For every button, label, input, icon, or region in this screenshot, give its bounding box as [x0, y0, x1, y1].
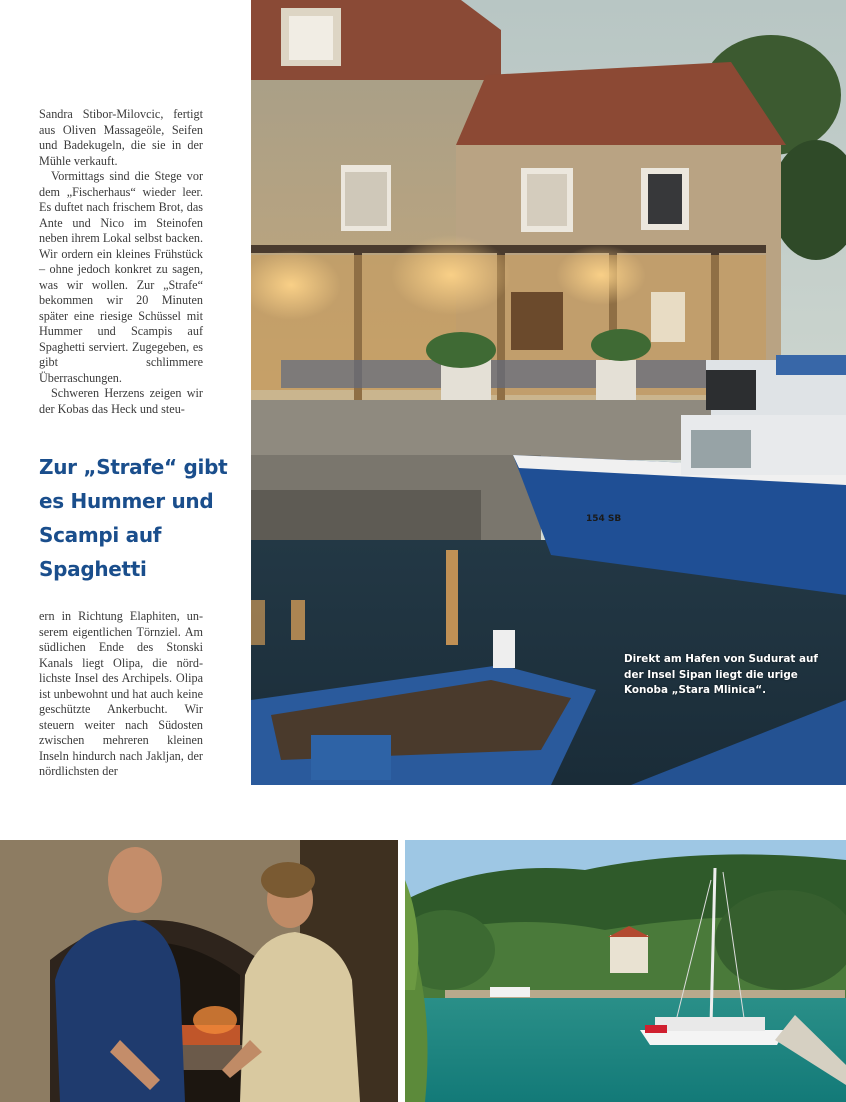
paragraph: Sandra Stibor-Milovcic, fertigt aus Oliven Massageöle, Seifen und Badekugeln, die sie in der Mühle verkauft.	[39, 107, 203, 168]
photo-caption: Direkt am Hafen von Sudurat auf der Insel Sipan liegt die urige Konoba „Stara Mlinica“.	[624, 653, 818, 696]
article-text-bottom	[39, 609, 203, 780]
bay-photo	[405, 840, 846, 1102]
boat-registration: 154 SB	[586, 514, 622, 524]
article-text-top	[39, 107, 203, 417]
paragraph: ern in Richtung Elaphiten, unserem eigentlichen Törnziel. Am südlichen Ende des Stonski Kanals liegt Olipa, die nördlichste Insel des Archipels. Olipa ist unbewohnt und hat auch keine geschützte Ankerbucht. Wir steuern weiter nach Südosten zwischen mehreren kleinen Inseln hindurch nach Jakljan, der nördlichsten der	[39, 609, 203, 778]
grill-photo	[0, 840, 398, 1102]
pull-quote: Zur „Strafe“ gibt es Hummer und Scampi auf Spaghetti	[39, 455, 228, 581]
paragraph: Vormittags sind die Stege vor dem „Fischerhaus“ wieder leer. Es duftet nach frischem Brot, das Ante und Nico im Steinofen neben ihrem Lokal selbst backen. Wir ordern ein kleines Frühstück – ohne jedoch konkret zu sagen, was wir wollen. Zur „Strafe“ bekommen wir 20 Minuten später eine riesige Schüssel mit Hummer und Scampis auf Spaghetti serviert. Zugegeben, es gibt schlimmere Überraschungen.	[39, 169, 203, 385]
paragraph: Schweren Herzens zeigen wir der Kobas das Heck und steu-	[39, 386, 203, 416]
